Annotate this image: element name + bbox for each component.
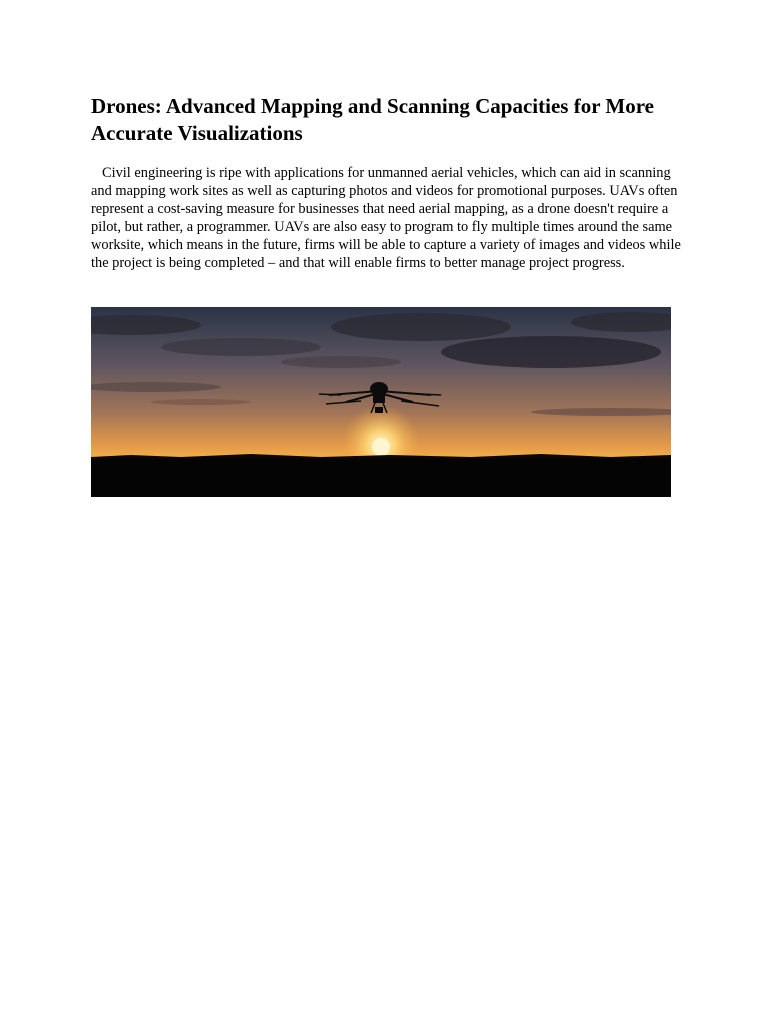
article-title: Drones: Advanced Mapping and Scanning Capacities for More Accurate Visualizations <box>91 94 654 145</box>
ground <box>91 457 671 497</box>
article-paragraph: Civil engineering is ripe with applications for unmanned aerial vehicles, which can aid in scanning and mapping work sites as well as capturing photos and videos for promotional purposes. UAVs often represent a cost-saving measure for businesses that need aerial mapping, as a drone doesn't require a pilot, but rather, a programmer. UAVs are also easy to program to fly multiple times around the same worksite, which means in the future, firms will be able to capture a variety of images and videos while the project is being completed – and that will enable firms to better manage project progress. <box>91 165 681 271</box>
drone-sunset-photo <box>91 307 671 497</box>
